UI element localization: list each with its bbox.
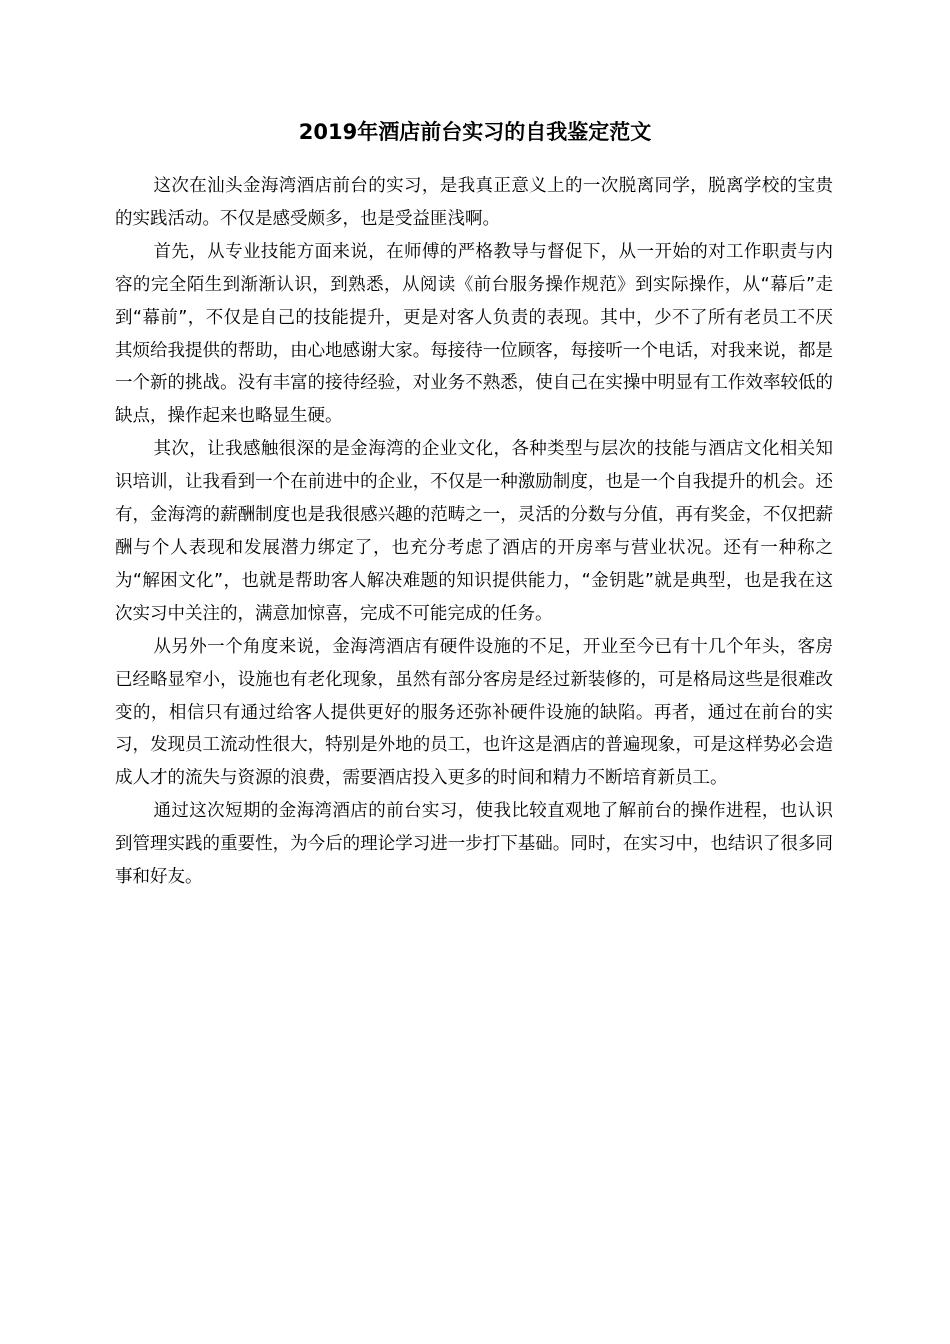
document-body [115,170,833,894]
paragraph-2: 首先，从专业技能方面来说，在师傅的严格教导与督促下，从一开始的对工作职责与内容的完全陌生到渐渐认识，到熟悉，从阅读《前台服务操作规范》到实际操作，从“幕后”走到“幕前”，不仅是自己的技能提升，更是对客人负责的表现。其中，少不了所有老员工不厌其烦给我提供的帮助，由心地感谢大家。每接待一位顾客，每接听一个电话，对我来说，都是一个新的挑战。没有丰富的接待经验，对业务不熟悉，使自己在实操中明显有工作效率较低的缺点，操作起来也略显生硬。 [115,241,833,427]
paragraph-5: 通过这次短期的金海湾酒店的前台实习，使我比较直观地了解前台的操作进程，也认识到管理实践的重要性，为今后的理论学习进一步打下基础。同时，在实习中，也结识了很多同事和好友。 [115,801,833,888]
paragraph-3: 其次，让我感触很深的是金海湾的企业文化，各种类型与层次的技能与酒店文化相关知识培训，让我看到一个在前进中的企业，不仅是一种激励制度，也是一个自我提升的机会。还有，金海湾的薪酬制度也是我很感兴趣的范畴之一，灵活的分数与分值，再有奖金，不仅把薪酬与个人表现和发展潜力绑定了，也充分考虑了酒店的开房率与营业状况。还有一种称之为“解困文化”，也就是帮助客人解决难题的知识提供能力，“金钥匙”就是典型，也是我在这次实习中关注的，满意加惊喜，完成不可能完成的任务。 [115,439,833,624]
paragraph-1: 这次在汕头金海湾酒店前台的实习，是我真正意义上的一次脱离同学，脱离学校的宝贵的实践活动。不仅是感受颇多，也是受益匪浅啊。 [115,176,833,229]
document-title: 2019年酒店前台实习的自我鉴定范文 [298,120,652,144]
paragraph-4: 从另外一个角度来说，金海湾酒店有硬件设施的不足，开业至今已有十几个年头，客房已经略显窄小，设施也有老化现象，虽然有部分客房是经过新装修的，可是格局这些是很难改变的，相信只有通过给客人提供更好的服务还弥补硬件设施的缺陷。再者，通过在前台的实习，发现员工流动性很大，特别是外地的员工，也许这是酒店的普遍现象，可是这样势必会造成人才的流失与资源的浪费，需要酒店投入更多的时间和精力不断培育新员工。 [115,636,833,789]
